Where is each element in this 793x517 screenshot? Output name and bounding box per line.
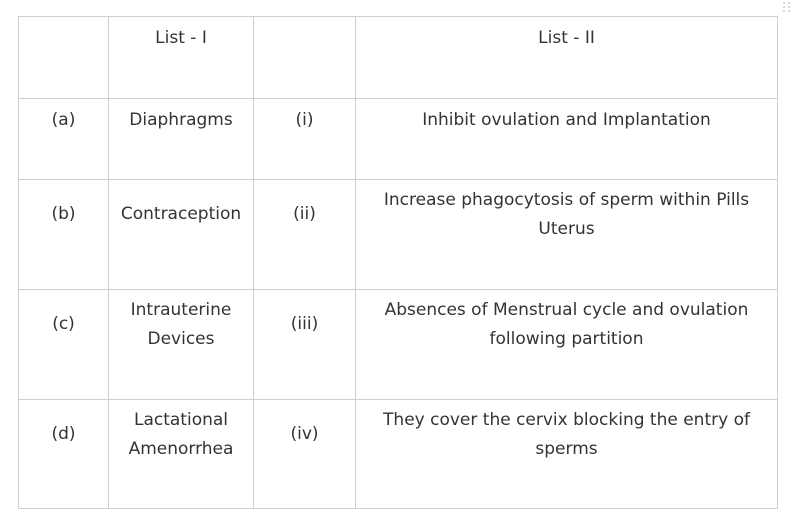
list-2-header: List - II xyxy=(356,17,778,99)
row-item: Intrauterine Devices xyxy=(109,290,254,400)
header-empty-cell xyxy=(19,17,109,99)
table-row xyxy=(19,180,778,290)
drag-handle-icon[interactable] xyxy=(782,1,792,13)
row-numeral: (iv) xyxy=(254,400,356,509)
row-letter: (b) xyxy=(19,180,109,290)
list-1-header: List - I xyxy=(109,17,254,99)
table-row xyxy=(19,99,778,180)
row-letter: (d) xyxy=(19,400,109,509)
row-letter: (c) xyxy=(19,290,109,400)
row-numeral: (i) xyxy=(254,99,356,180)
row-item: Lactational Amenorrhea xyxy=(109,400,254,509)
row-description: Increase phagocytosis of sperm within Pills Uterus xyxy=(356,180,778,290)
match-table xyxy=(18,16,778,509)
table-header-row xyxy=(19,17,778,99)
row-letter: (a) xyxy=(19,99,109,180)
row-item: Diaphragms xyxy=(109,99,254,180)
row-description: They cover the cervix blocking the entry of sperms xyxy=(356,400,778,509)
row-description: Inhibit ovulation and Implantation xyxy=(356,99,778,180)
row-numeral: (iii) xyxy=(254,290,356,400)
row-numeral: (ii) xyxy=(254,180,356,290)
header-empty-cell xyxy=(254,17,356,99)
table-row xyxy=(19,400,778,509)
row-item: Contraception xyxy=(109,180,254,290)
table-row xyxy=(19,290,778,400)
row-description: Absences of Menstrual cycle and ovulation following partition xyxy=(356,290,778,400)
